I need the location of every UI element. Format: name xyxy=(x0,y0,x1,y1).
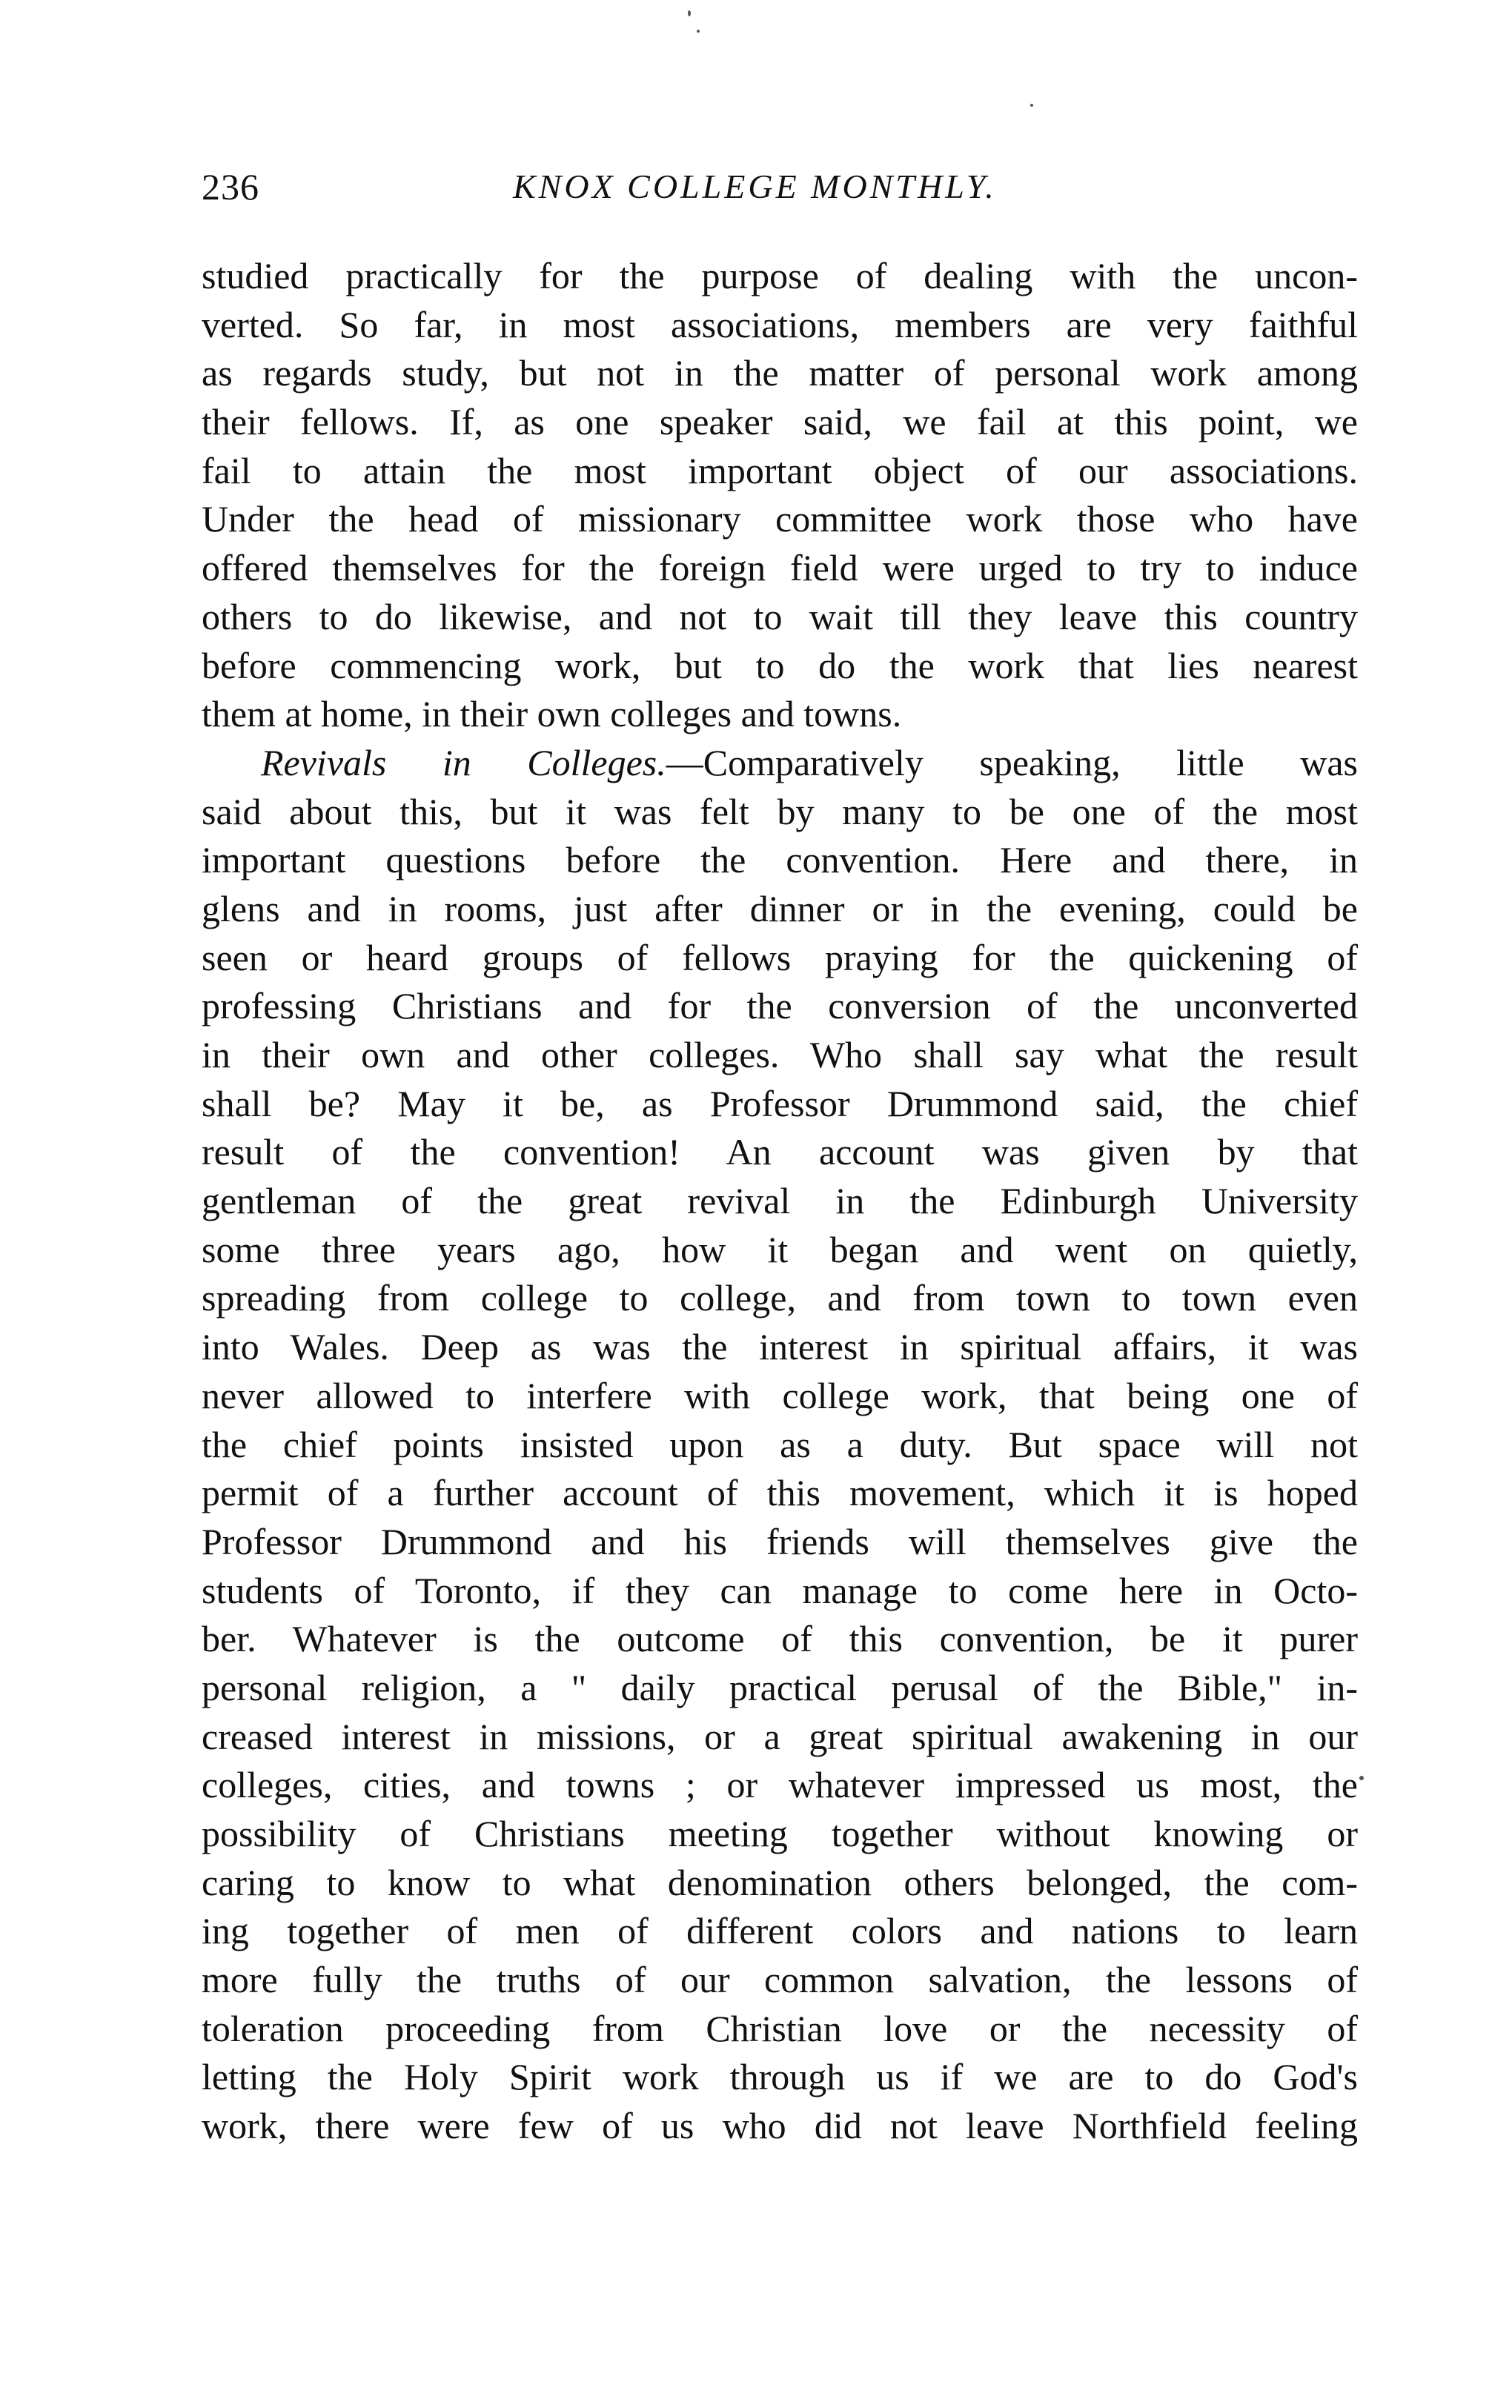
text-line: into Wales. Deep as was the interest in spiritual affairs, it was xyxy=(202,1326,1358,1368)
text-line: before commencing work, but to do the work that lies nearest xyxy=(202,644,1358,686)
text-line: Professor Drummond and his friends will themselves give the xyxy=(202,1520,1358,1562)
print-speck xyxy=(697,30,700,33)
text-line: gentleman of the great revival in the Edinburgh University xyxy=(202,1180,1358,1222)
text-line: permit of a further account of this movement, which it is hoped xyxy=(202,1472,1358,1514)
text-line: their fellows. If, as one speaker said, we fail at this point, we xyxy=(202,401,1358,443)
text-line: said about this, but it was felt by many to be one of the most xyxy=(202,790,1358,832)
text-line: professing Christians and for the conversion of the unconverted xyxy=(202,985,1358,1027)
paragraph-first-line xyxy=(202,739,1358,788)
text-line: seen or heard groups of fellows praying for the quickening of xyxy=(202,936,1358,978)
text-line: work, there were few of us who did not leave Northfield feeling xyxy=(202,2105,1358,2147)
text-line: ber. Whatever is the outcome of this convention, be it purer xyxy=(202,1618,1358,1660)
journal-title: KNOX COLLEGE MONTHLY. xyxy=(513,168,997,205)
text-line: letting the Holy Spirit work through us if we are to do God's xyxy=(202,2056,1358,2098)
text-line: the chief points insisted upon as a duty. But space will not xyxy=(202,1423,1358,1465)
running-head xyxy=(202,165,1358,209)
article-body xyxy=(202,252,1358,2151)
text-line: fail to attain the most important object of our associations. xyxy=(202,449,1358,491)
section-heading: Revivals in Colleges. xyxy=(261,741,666,783)
text-line: spreading from college to college, and from town to town even xyxy=(202,1277,1358,1319)
print-speck xyxy=(1030,104,1033,107)
text-line: personal religion, a " daily practical perusal of the Bible," in- xyxy=(202,1666,1358,1708)
text-line: as regards study, but not in the matter of personal work among xyxy=(202,352,1358,394)
text-line: toleration proceeding from Christian love or the necessity of xyxy=(202,2007,1358,2049)
text-line: verted. So far, in most associations, members are very faithful xyxy=(202,303,1358,345)
print-speck xyxy=(1359,1776,1364,1780)
text-line: Under the head of missionary committee work those who have xyxy=(202,498,1358,540)
text-line: in their own and other colleges. Who shall say what the result xyxy=(202,1034,1358,1075)
text-line: colleges, cities, and towns ; or whatever impressed us most, the xyxy=(202,1764,1358,1806)
text-line: possibility of Christians meeting together without knowing or xyxy=(202,1813,1358,1854)
page-number: 236 xyxy=(202,166,259,208)
text-line: caring to know to what denomination others belonged, the com- xyxy=(202,1861,1358,1903)
text-line: studied practically for the purpose of dealing with the uncon- xyxy=(202,255,1358,296)
text-line: some three years ago, how it began and went on quietly, xyxy=(202,1228,1358,1270)
text-line: result of the convention! An account was given by that xyxy=(202,1131,1358,1173)
text-line: more fully the truths of our common salvation, the lessons of xyxy=(202,1959,1358,2001)
text-line: shall be? May it be, as Professor Drummond said, the chief xyxy=(202,1082,1358,1124)
print-speck xyxy=(688,10,691,16)
text-line: ing together of men of different colors and nations to learn xyxy=(202,1910,1358,1952)
text-run: —Comparatively speaking, little was xyxy=(666,741,1358,783)
text-line: important questions before the convention. Here and there, in xyxy=(202,839,1358,881)
text-line: never allowed to interfere with college work, that being one of xyxy=(202,1374,1358,1416)
text-line: creased interest in missions, or a great spiritual awakening in our xyxy=(202,1715,1358,1757)
text-line: students of Toronto, if they can manage to come here in Octo- xyxy=(202,1569,1358,1611)
text-line: offered themselves for the foreign field were urged to try to induce xyxy=(202,547,1358,589)
text-line: others to do likewise, and not to wait till they leave this country xyxy=(202,595,1358,637)
text-line: them at home, in their own colleges and towns. xyxy=(202,693,902,735)
text-line: glens and in rooms, just after dinner or in the evening, could be xyxy=(202,887,1358,929)
